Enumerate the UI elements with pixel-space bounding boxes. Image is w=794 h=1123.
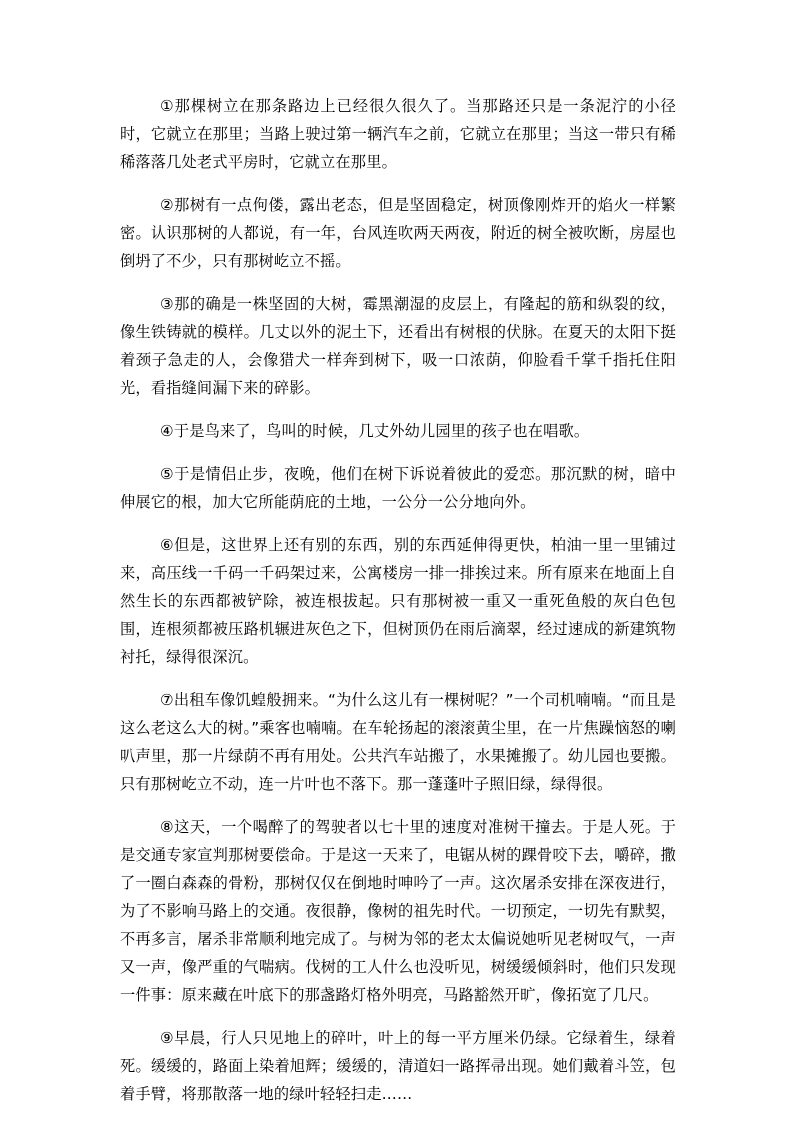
paragraph-5: ⑤于是情侣止步，夜晚，他们在树下诉说着彼此的爱恋。那沉默的树，暗中伸展它的根，加大它所能荫庇的土地，一公分一公分地向外。 bbox=[120, 465, 676, 511]
paragraph-7: ⑦出租车像饥蝗般拥来。“为什么这儿有一棵树呢？”一个司机喃喃。“而且是这么老这么大的树。”乘客也喃喃。在车轮扬起的滚滚黄尘里，在一片焦躁恼怒的喇叭声里，那一片绿荫不再有用处。公共汽车站搬了，水果摊搬了。幼儿园也要搬。只有那树屹立不动，连一片叶也不落下。那一蓬蓬叶子照旧绿，绿得很。 bbox=[120, 691, 676, 793]
paragraph-3: ③那的确是一株坚固的大树，霉黑潮湿的皮层上，有隆起的筋和纵裂的纹，像生铁铸就的模样。几丈以外的泥土下，还看出有树根的伏脉。在夏天的太阳下挺着颈子急走的人，会像猎犬一样奔到树下，吸一口浓荫，仰脸看千掌千指托住阳光，看指缝间漏下来的碎影。 bbox=[120, 295, 676, 397]
paragraph-4: ④于是鸟来了，鸟叫的时候，几丈外幼儿园里的孩子也在唱歌。 bbox=[160, 422, 590, 440]
paragraph-6: ⑥但是，这世界上还有别的东西，别的东西延伸得更快，柏油一里一里铺过来，高压线一千码一千码架过来，公寓楼房一排一排挨过来。所有原来在地面上自然生长的东西都被铲除，被连根拔起。只有那树被一重又一重死鱼般的灰白色包围，连根须都被压路机辗进灰色之下，但树顶仍在雨后滴翠，经过速成的新建筑物衬托，绿得很深沉。 bbox=[120, 536, 676, 666]
paragraph-8: ⑧这天，一个喝醉了的驾驶者以七十里的速度对准树干撞去。于是人死。于是交通专家宣判那树要偿命。于是这一天来了，电锯从树的踝骨咬下去，嚼碎，撒了一圈白森森的骨粉，那树仅仅在倒地时呻吟了一声。这次屠杀安排在深夜进行，为了不影响马路上的交通。夜很静，像树的祖先时代。一切预定，一切先有默契，不再多言，屠杀非常顺利地完成了。与树为邻的老太太偏说她听见老树叹气，一声又一声，像严重的气喘病。伐树的工人什么也没听见，树缓缓倾斜时，他们只发现一件事：原来藏在叶底下的那盏路灯格外明亮，马路豁然开旷，像拓宽了几尺。 bbox=[120, 818, 676, 1004]
paragraph-2: ②那树有一点佝偻，露出老态，但是坚固稳定，树顶像刚炸开的焰火一样繁密。认识那树的人都说，有一年，台风连吹两天两夜，附近的树全被吹断，房屋也倒坍了不少，只有那树屹立不摇。 bbox=[120, 196, 676, 270]
article-body bbox=[120, 92, 676, 1123]
paragraph-1: ①那棵树立在那条路边上已经很久很久了。当那路还只是一条泥泞的小径时，它就立在那里；当路上驶过第一辆汽车之前，它就立在那里；当这一带只有稀稀落落几处老式平房时，它就立在那里。 bbox=[120, 97, 676, 171]
paragraph-9: ⑨早晨，行人只见地上的碎叶，叶上的每一平方厘米仍绿。它绿着生，绿着死。缓缓的，路面上染着旭辉；缓缓的，清道妇一路挥帚出现。她们戴着斗笠，包着手臂，将那散落一地的绿叶轻轻扫走…… bbox=[120, 1029, 676, 1103]
